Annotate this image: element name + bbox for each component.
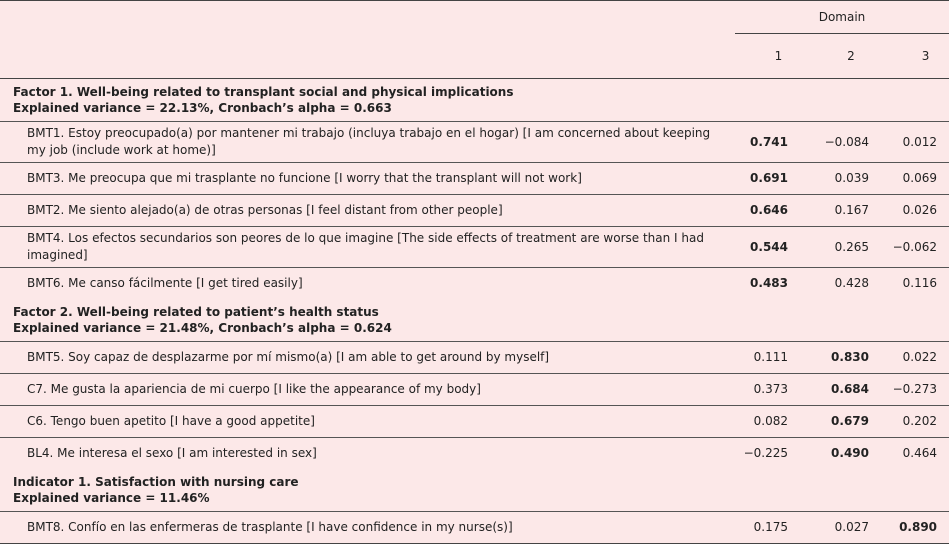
loading-domain-1: 0.111 (735, 342, 800, 374)
section-header (0, 79, 949, 122)
section-title-cell (0, 299, 949, 342)
loading-domain-1: 0.175 (735, 512, 800, 544)
item-text: BMT1. Estoy preocupado(a) por mantener mi trabajo (incluya trabajo en el hogar) [I am concerned about keeping my job (include work at home)] (0, 122, 735, 163)
loading-domain-2: 0.265 (800, 227, 880, 268)
section-header (0, 469, 949, 512)
loading-domain-1: 0.373 (735, 374, 800, 406)
loading-domain-3: 0.116 (880, 268, 949, 300)
loading-domain-2: 0.039 (800, 163, 880, 195)
section-title: Factor 2. Well-being related to patient’s health status (13, 305, 379, 319)
table-row (0, 122, 949, 163)
loading-domain-2: 0.679 (800, 406, 880, 438)
table-row (0, 374, 949, 406)
loading-domain-3: 0.026 (880, 195, 949, 227)
item-text: BMT2. Me siento alejado(a) de otras personas [I feel distant from other people] (0, 195, 735, 227)
item-text: BMT3. Me preocupa que mi trasplante no funcione [I worry that the transplant will not work] (0, 163, 735, 195)
domain-header: Domain (735, 1, 949, 34)
table-row (0, 163, 949, 195)
loading-domain-1: 0.082 (735, 406, 800, 438)
loading-domain-3: 0.069 (880, 163, 949, 195)
table-row (0, 438, 949, 470)
table-row (0, 227, 949, 268)
header-blank (0, 1, 735, 34)
domain-column-3: 3 (880, 34, 949, 79)
header-row-top (0, 1, 949, 34)
section-title-cell (0, 79, 949, 122)
item-text: BMT8. Confío en las enfermeras de trasplante [I have confidence in my nurse(s)] (0, 512, 735, 544)
table-row (0, 195, 949, 227)
table-row (0, 406, 949, 438)
loading-domain-1: 0.691 (735, 163, 800, 195)
table-row (0, 512, 949, 544)
loading-domain-2: 0.428 (800, 268, 880, 300)
loading-domain-2: 0.830 (800, 342, 880, 374)
loading-domain-3: 0.464 (880, 438, 949, 470)
loading-domain-3: −0.062 (880, 227, 949, 268)
item-text: C6. Tengo buen apetito [I have a good appetite] (0, 406, 735, 438)
table-row (0, 268, 949, 300)
loading-domain-3: 0.012 (880, 122, 949, 163)
section-title: Indicator 1. Satisfaction with nursing care (13, 475, 299, 489)
header-row-columns (0, 34, 949, 79)
item-text: C7. Me gusta la apariencia de mi cuerpo [I like the appearance of my body] (0, 374, 735, 406)
loading-domain-2: 0.167 (800, 195, 880, 227)
loading-domain-2: 0.684 (800, 374, 880, 406)
table-row (0, 342, 949, 374)
item-text: BL4. Me interesa el sexo [I am interested in sex] (0, 438, 735, 470)
loading-domain-1: 0.741 (735, 122, 800, 163)
section-subtitle: Explained variance = 22.13%, Cronbach’s alpha = 0.663 (13, 101, 392, 115)
item-text: BMT6. Me canso fácilmente [I get tired easily] (0, 268, 735, 300)
loading-domain-1: −0.225 (735, 438, 800, 470)
item-text: BMT5. Soy capaz de desplazarme por mí mismo(a) [I am able to get around by myself] (0, 342, 735, 374)
loading-domain-1: 0.483 (735, 268, 800, 300)
loading-domain-2: 0.027 (800, 512, 880, 544)
item-text: BMT4. Los efectos secundarios son peores de lo que imagine [The side effects of treatment are worse than I had imagined] (0, 227, 735, 268)
section-subtitle: Explained variance = 11.46% (13, 491, 210, 505)
loading-domain-3: 0.022 (880, 342, 949, 374)
header-blank (0, 34, 735, 79)
loading-domain-1: 0.544 (735, 227, 800, 268)
loading-domain-3: −0.273 (880, 374, 949, 406)
domain-column-2: 2 (800, 34, 880, 79)
loading-domain-3: 0.202 (880, 406, 949, 438)
section-subtitle: Explained variance = 21.48%, Cronbach’s alpha = 0.624 (13, 321, 392, 335)
section-title: Factor 1. Well-being related to transplant social and physical implications (13, 85, 514, 99)
section-header (0, 299, 949, 342)
loading-domain-1: 0.646 (735, 195, 800, 227)
loading-domain-3: 0.890 (880, 512, 949, 544)
loading-domain-2: −0.084 (800, 122, 880, 163)
loading-domain-2: 0.490 (800, 438, 880, 470)
domain-column-1: 1 (735, 34, 800, 79)
section-title-cell (0, 469, 949, 512)
